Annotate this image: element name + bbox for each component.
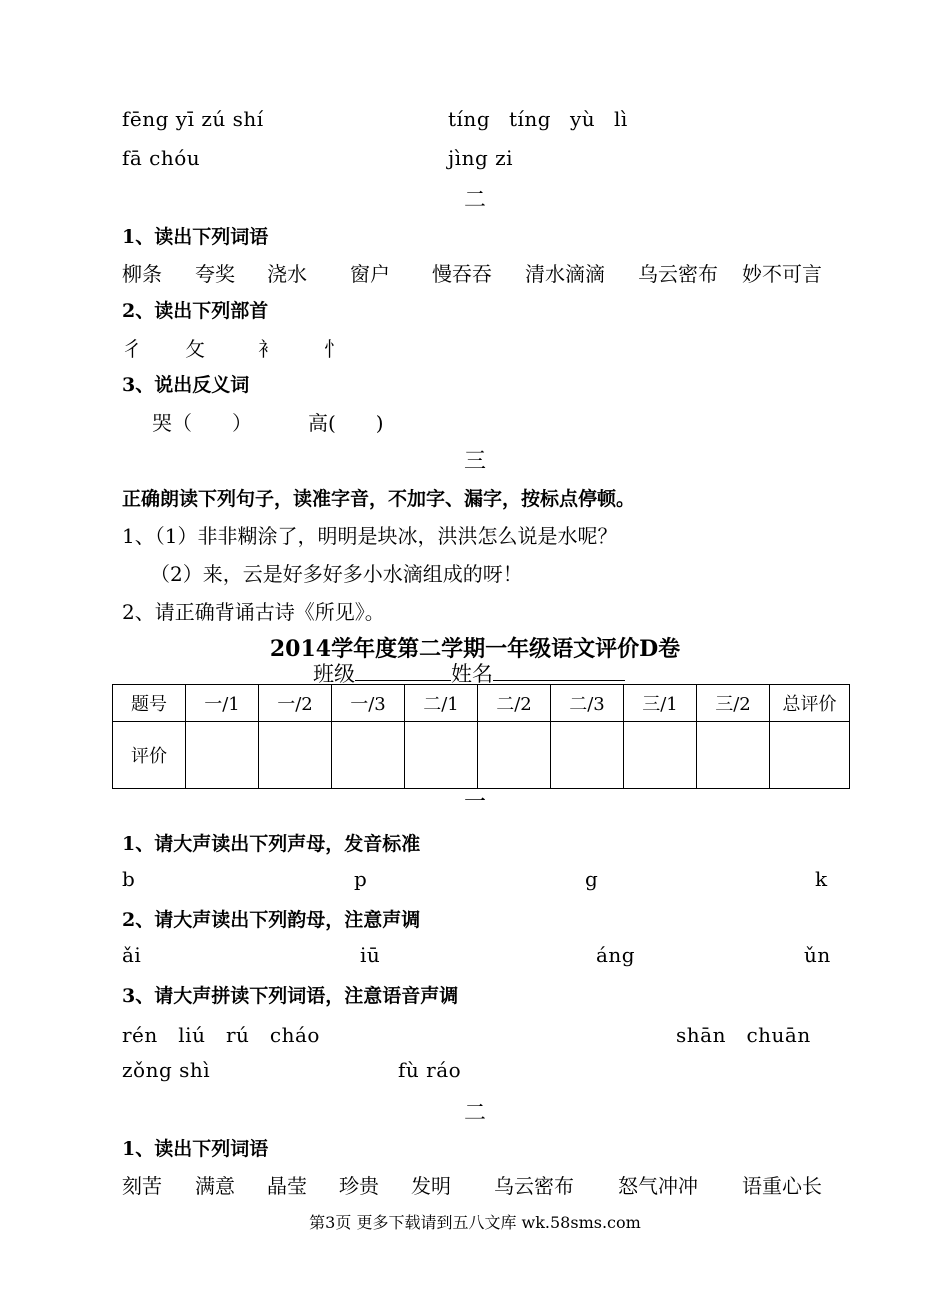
- instruction-3a: 正确朗读下列句子，读准字音，不加字、漏字，按标点停顿。: [122, 488, 636, 510]
- initial-item: g: [585, 867, 599, 891]
- word-item: 怒气冲冲: [618, 1174, 698, 1198]
- word-item: 柳条: [122, 262, 162, 286]
- table-header-cell: 二/1: [405, 685, 478, 722]
- table-cell: [259, 722, 332, 789]
- word-item: 珍贵: [339, 1174, 379, 1198]
- word-item: 语重心长: [742, 1174, 822, 1198]
- sentence-line-2: （2）来，云是好多好多小水滴组成的呀！: [150, 562, 523, 586]
- radical-item: 衤: [258, 337, 278, 361]
- question-2b-1: 1、读出下列词语: [122, 1138, 269, 1160]
- final-item: ǔn: [804, 943, 831, 967]
- initial-item: b: [122, 867, 136, 891]
- final-item: ǎi: [122, 943, 142, 967]
- radical-item: 攵: [185, 337, 205, 361]
- word-item: 清水滴滴: [525, 262, 605, 286]
- table-header-cell: 二/3: [551, 685, 624, 722]
- word-item: 浇水: [267, 262, 307, 286]
- name-blank: [493, 662, 625, 681]
- table-header-cell: 题号: [113, 685, 186, 722]
- pinyin-word-row-2b: fù ráo: [398, 1058, 462, 1082]
- name-label: 姓名: [451, 662, 493, 686]
- final-item: iū: [360, 943, 381, 967]
- table-header-cell: 二/2: [478, 685, 551, 722]
- word-item: 乌云密布: [494, 1174, 574, 1198]
- pinyin-row2-left: fā chóu: [122, 146, 201, 170]
- section-heading-3a: 三: [463, 449, 486, 474]
- table-cell: [478, 722, 551, 789]
- class-label: 班级: [313, 662, 355, 686]
- table-header-cell: 一/1: [186, 685, 259, 722]
- table-header-cell: 一/2: [259, 685, 332, 722]
- antonym-item-1: 哭（ ）: [152, 411, 252, 435]
- pinyin-word-row-1a: rén liú rú cháo: [122, 1023, 320, 1047]
- question-2a-2: 2、读出下列部首: [122, 300, 269, 322]
- table-cell: [332, 722, 405, 789]
- word-item: 刻苦: [122, 1174, 162, 1198]
- question-1b-3: 3、请大声拼读下列词语，注意语音声调: [122, 985, 459, 1007]
- pinyin-row2-right: jìng zi: [448, 146, 514, 170]
- word-item: 满意: [195, 1174, 235, 1198]
- table-cell: [186, 722, 259, 789]
- class-blank: [355, 662, 451, 681]
- table-header-cell: 一/3: [332, 685, 405, 722]
- table-cell: [551, 722, 624, 789]
- table-header-cell: 三/2: [697, 685, 770, 722]
- question-2a-1: 1、读出下列词语: [122, 226, 269, 248]
- word-item: 窗户: [350, 262, 390, 286]
- initial-item: p: [354, 867, 368, 891]
- table-header-cell: 三/1: [624, 685, 697, 722]
- table-header-cell: 总评价: [770, 685, 850, 722]
- sentence-line-1: 1、（1）非非糊涂了，明明是块冰，洪洪怎么说是水呢？: [122, 524, 618, 548]
- table-cell: [624, 722, 697, 789]
- antonym-item-2: 高( ): [308, 411, 384, 435]
- table-cell: [697, 722, 770, 789]
- pinyin-row1-right: tíng tíng yù lì: [448, 107, 628, 131]
- section-heading-2a: 二: [463, 188, 486, 213]
- section-heading-1b: 一: [463, 790, 486, 815]
- word-item: 晶莹: [267, 1174, 307, 1198]
- table-row: [113, 685, 850, 722]
- pinyin-word-row-1b: shān chuān: [676, 1023, 811, 1047]
- table-row-label: 评价: [113, 722, 186, 789]
- table-cell: [770, 722, 850, 789]
- radical-item: 彳: [122, 337, 142, 361]
- section-heading-2b: 二: [463, 1101, 486, 1126]
- initial-item: k: [815, 867, 828, 891]
- final-item: áng: [596, 943, 636, 967]
- sentence-line-3: 2、请正确背诵古诗《所见》。: [122, 600, 385, 624]
- pinyin-word-row-2a: zǒng shì: [122, 1058, 211, 1082]
- question-1b-2: 2、请大声读出下列韵母，注意声调: [122, 909, 421, 931]
- page-footer: 第3页 更多下载请到五八文库 wk.58sms.com: [309, 1213, 641, 1232]
- word-item: 妙不可言: [742, 262, 822, 286]
- paper-title: 2014学年度第二学期一年级语文评价D卷: [269, 636, 681, 662]
- question-1b-1: 1、请大声读出下列声母，发音标准: [122, 833, 421, 855]
- table-cell: [405, 722, 478, 789]
- word-item: 乌云密布: [638, 262, 718, 286]
- table-row: [113, 722, 850, 789]
- question-2a-3: 3、说出反义词: [122, 374, 250, 396]
- word-item: 发明: [411, 1174, 451, 1198]
- word-item: 夸奖: [195, 262, 235, 286]
- pinyin-row1-left: fēng yī zú shí: [122, 107, 264, 131]
- grade-table: [112, 684, 850, 789]
- radical-item: 忄: [324, 337, 344, 361]
- word-item: 慢吞吞: [432, 262, 492, 286]
